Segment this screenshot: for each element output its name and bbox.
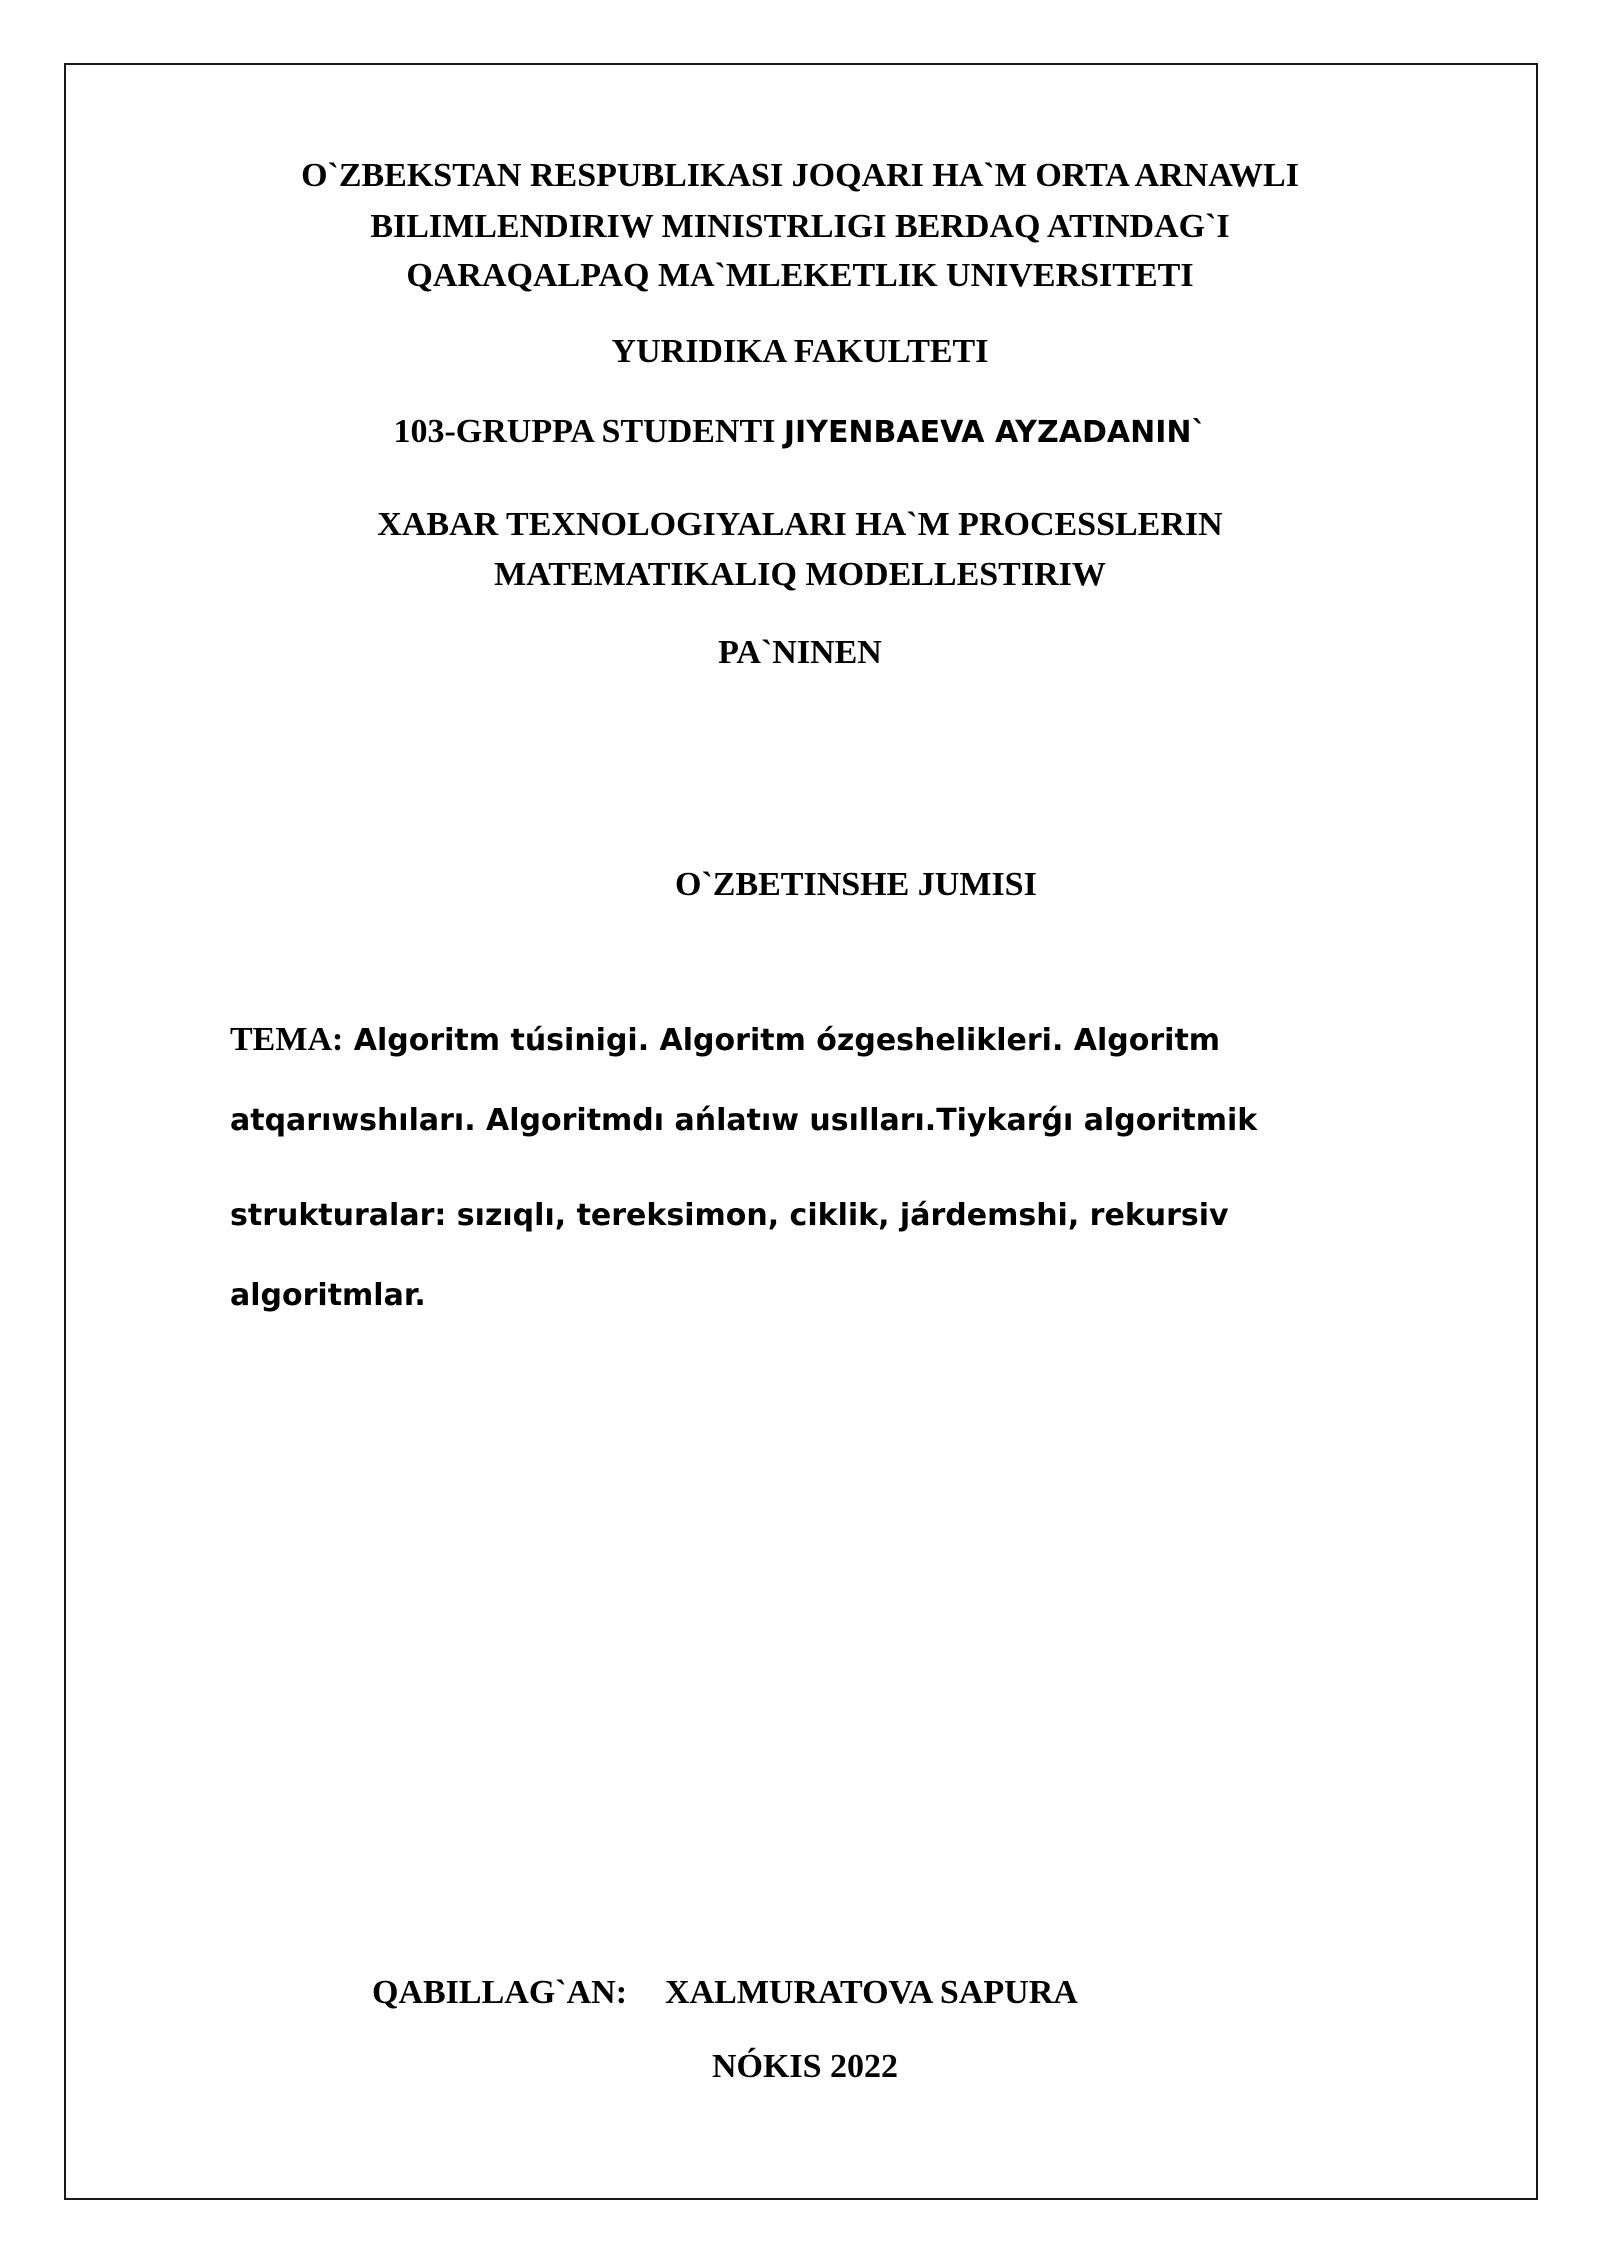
topic-text-1: Algoritm túsinigi. Algoritm ózgeshelikleri. Algoritm: [343, 1023, 1221, 1058]
university-header-line-1: O`ZBEKSTAN RESPUBLIKASI JOQARI HA`M ORTA ARNAWLI: [301, 157, 1299, 194]
faculty-name: YURIDIKA FAKULTETI: [611, 333, 989, 370]
place-year: NÓKIS 2022: [711, 2048, 899, 2085]
work-type: O`ZBETINSHE JUMISI: [675, 866, 1037, 903]
topic-text-3: strukturalar: sızıqlı, tereksimon, ciklik, járdemshi, rekursiv: [230, 1198, 1229, 1233]
subject-line-1: XABAR TEXNOLOGIYALARI HA`M PROCESSLERIN: [377, 506, 1223, 543]
student-line: [0, 410, 1600, 455]
student-name: JIYENBAEVA AYZADANIN`: [783, 415, 1207, 450]
topic-line-2: [230, 1100, 1257, 1141]
subject-line-3: PA`NINEN: [718, 634, 882, 671]
student-group: 103-GRUPPA STUDENTI: [393, 413, 784, 450]
university-header-line-2: BILIMLENDIRIW MINISTRLIGI BERDAQ ATINDAG`I: [370, 208, 1230, 245]
receiver-name: XALMURATOVA SAPURA: [665, 1974, 1078, 2011]
topic-text-2: atqarıwshıları. Algoritmdı ańlatıw usılları.Tiykarǵı algoritmik: [230, 1103, 1258, 1138]
receiver-label: QABILLAG`AN:: [372, 1974, 628, 2011]
university-header-line-3: QARAQALPAQ MA`MLEKETLIK UNIVERSITETI: [406, 257, 1194, 294]
topic-line-3: [230, 1195, 1229, 1236]
topic-label: TEMA:: [230, 1021, 344, 1058]
topic-line-4: [230, 1275, 426, 1316]
topic-line-1: [230, 1020, 1220, 1061]
topic-text-4: algoritmlar.: [230, 1278, 426, 1313]
subject-line-2: MATEMATIKALIQ MODELLESTIRIW: [494, 556, 1106, 593]
receiver-line: [372, 1971, 1078, 2015]
